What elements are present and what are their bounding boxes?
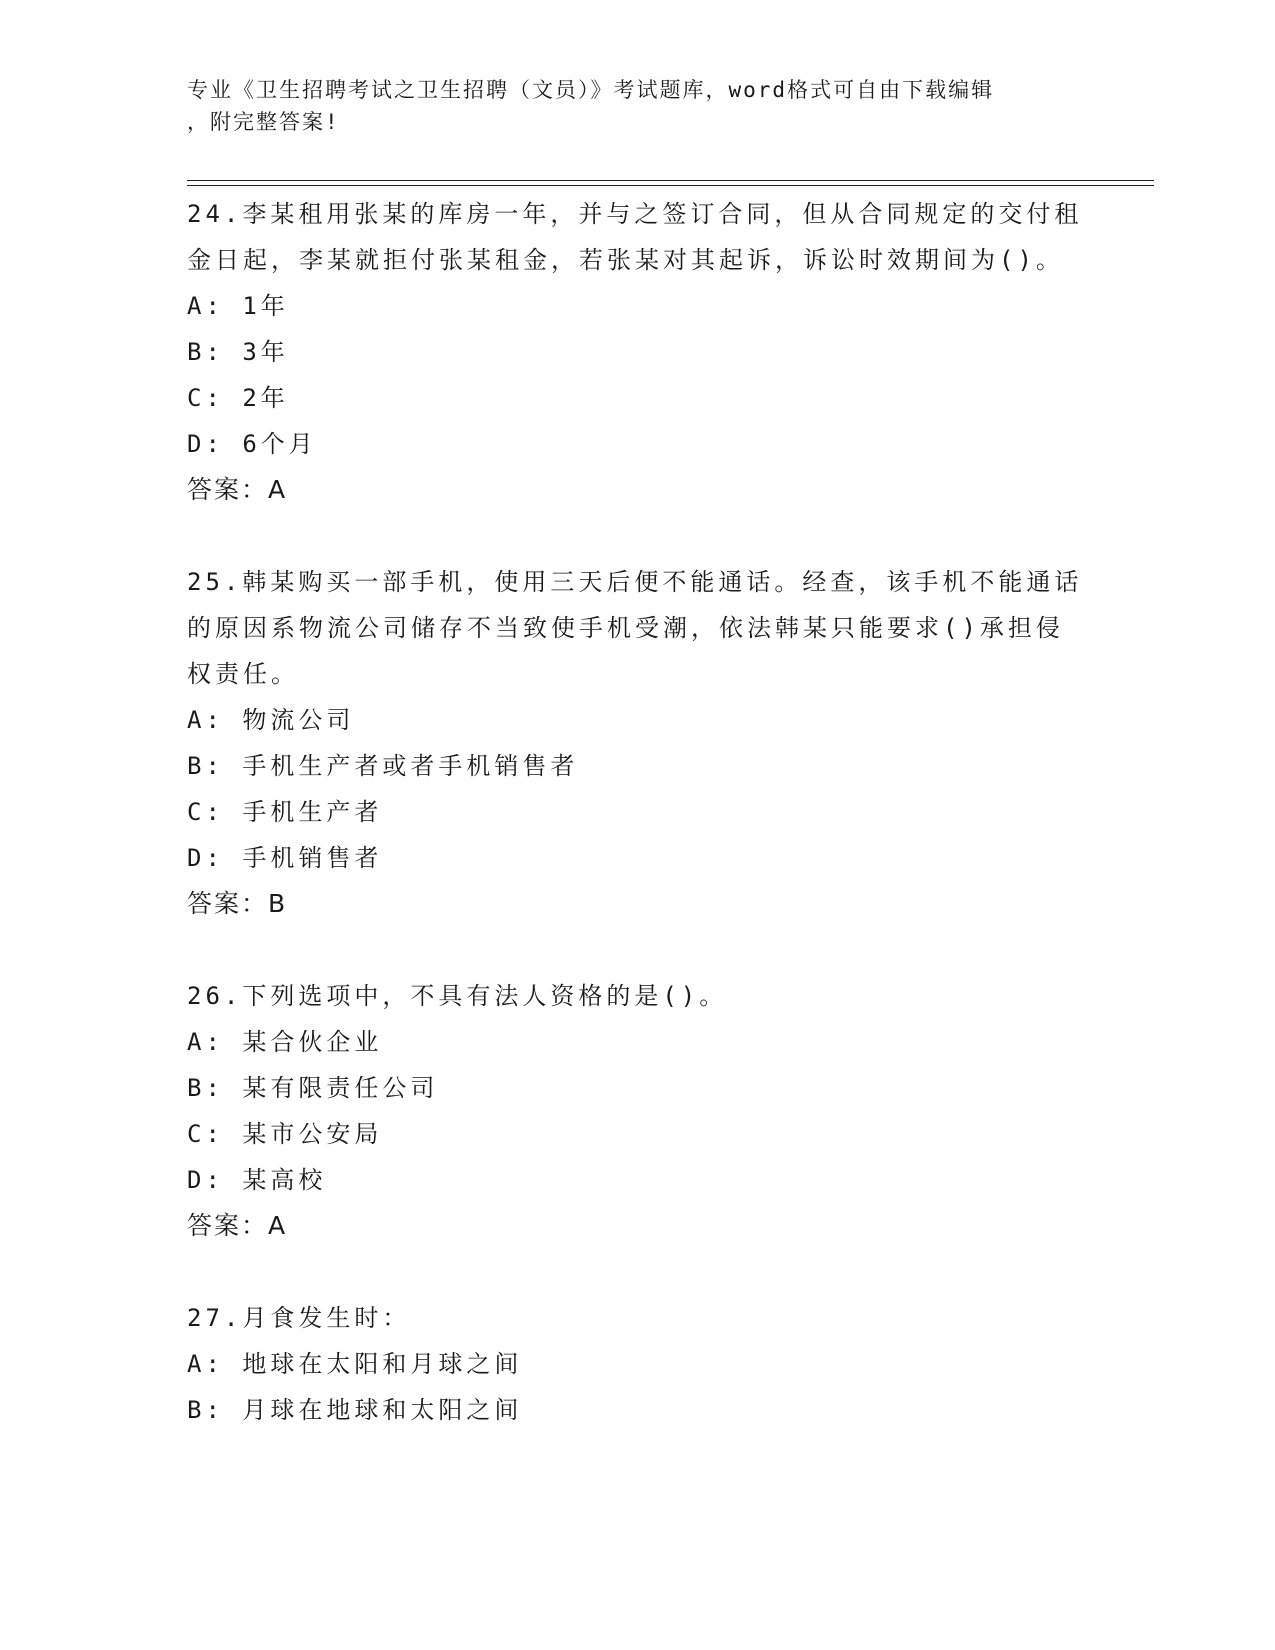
option-b: B: 某有限责任公司 [187,1074,439,1102]
question-stem: 25.韩某购买一部手机，使用三天后便不能通话。经查，该手机不能通话的原因系物流公司储存不当致使手机受潮，依法韩某只能要求()承担侵权责任。 [187,568,1083,688]
question-spacer [187,513,1087,559]
question-26 [187,973,1087,1249]
option-a: A: 物流公司 [187,706,355,734]
header-divider-bottom [187,185,1154,186]
option-d: D: 6个月 [187,430,317,458]
question-25 [187,559,1087,927]
question-spacer [187,1249,1087,1295]
option-d: D: 某高校 [187,1166,327,1194]
answer-line: 答案：A [187,1211,288,1240]
option-a: A: 某合伙企业 [187,1028,383,1056]
question-spacer [187,927,1087,973]
document-header [187,74,1067,138]
question-list [187,191,1087,1433]
option-d: D: 手机销售者 [187,844,383,872]
question-stem: 24.李某租用张某的库房一年，并与之签订合同，但从合同规定的交付租金日起，李某就拒付张某租金，若张某对其起诉，诉讼时效期间为()。 [187,200,1083,274]
question-24 [187,191,1087,513]
option-b: B: 手机生产者或者手机销售者 [187,752,579,780]
answer-line: 答案：B [187,889,288,918]
option-b: B: 3年 [187,338,289,366]
option-c: C: 某市公安局 [187,1120,383,1148]
option-b: B: 月球在地球和太阳之间 [187,1396,523,1424]
option-c: C: 2年 [187,384,289,412]
header-line-1: 专业《卫生招聘考试之卫生招聘（文员）》考试题库，word格式可自由下载编辑 [187,78,995,102]
header-divider-top [187,180,1154,181]
header-line-2: ，附完整答案! [187,110,340,134]
question-stem: 27.月食发生时： [187,1304,411,1332]
question-27 [187,1295,1087,1433]
option-a: A: 地球在太阳和月球之间 [187,1350,523,1378]
answer-line: 答案：A [187,475,288,504]
question-stem: 26.下列选项中，不具有法人资格的是()。 [187,982,728,1010]
option-c: C: 手机生产者 [187,798,383,826]
option-a: A: 1年 [187,292,289,320]
